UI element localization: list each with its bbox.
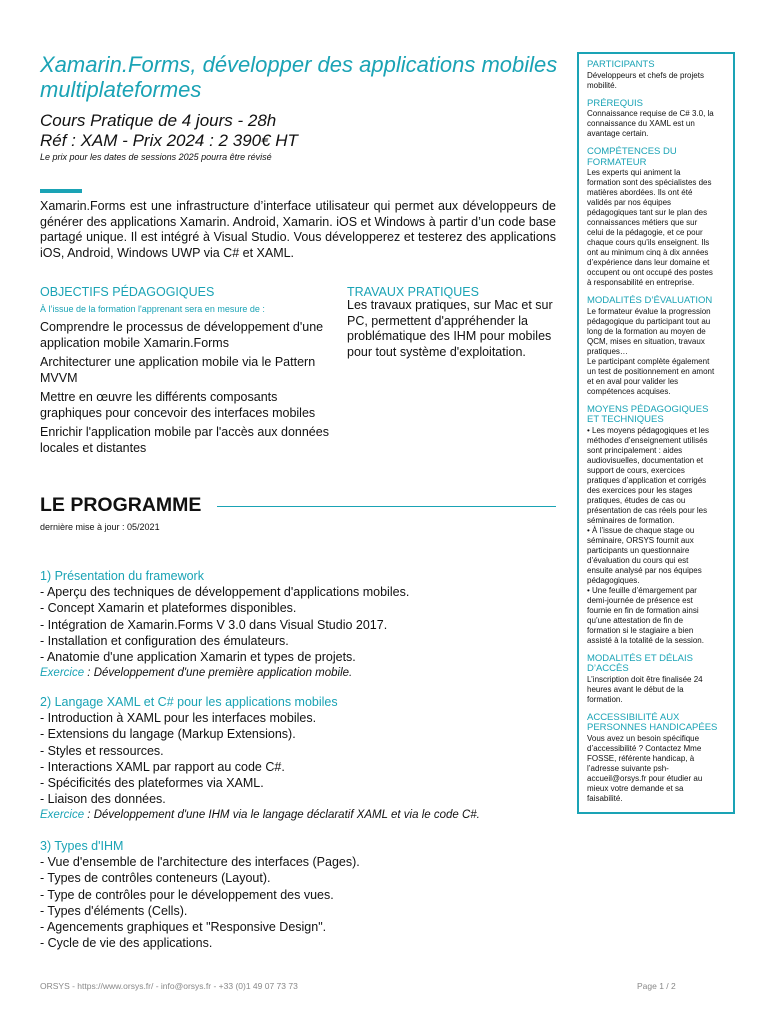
objectives-heading: OBJECTIFS PÉDAGOGIQUES [40,285,215,299]
program-module-1 [40,568,560,681]
objective-item: Comprendre le processus de développement d'une application mobile Xamarin.Forms [40,320,324,350]
objectives-list [40,320,330,460]
program-module-3 [40,838,560,951]
sidebar-heading: PRÉREQUIS [587,97,643,109]
module-exercise [40,665,560,681]
sidebar-body: • Les moyens pédagogiques et les méthodes d’enseignement utilisés sont principalement : aides audiovisuelles, documentation et support de cours, exercices pratiques d’application et corrigés des exercices pour les stages pratiques, études de cas ou présentation de cas réels pour les séminaires de formation. • À l’issue de chaque stage ou séminaire, ORSYS fournit aux participants un questionnaire d’évaluation du cours qui est ensuite analysé par nos équipes pédagogiques. • Une feuille d’émargement par demi-journée de présence est fournie en fin de formation ainsi qu’une attestation de fin de formation si le stagiaire a bien assisté à la totalité de la session. [587,425,709,645]
sidebar-heading: MOYENS PÉDAGOGIQUES ET TECHNIQUES [587,403,709,425]
course-reference-price: Réf : XAM - Prix 2024 : 2 390€ HT [40,131,298,150]
objective-item: Enrichir l'application mobile par l'accès aux données locales et distantes [40,425,329,455]
module-item: - Type de contrôles pour le développement des vues. [40,887,334,902]
sidebar-body: Le formateur évalue la progression pédagogique du participant tout au long de la formation au moyen de QCM, mises en situation, travaux pratiques… Le participant complète également un test de positionnement en amont et en aval pour valider les compétences acquises. [587,306,715,396]
sidebar-body: Vous avez un besoin spécifique d’accessibilité ? Contactez Mme FOSSE, référente handicap, à l’adresse suivante psh- accueil@orsys.fr pour étudier au mieux votre demande et sa faisabilité. [587,733,703,803]
sidebar-section-teaching-means [587,405,725,646]
program-updated-date: dernière mise à jour : 05/2021 [40,522,160,532]
objective-item: Architecturer une application mobile via le Pattern MVVM [40,355,316,385]
sidebar-heading: MODALITÉS ET DÉLAIS D’ACCÈS [587,652,693,674]
module-heading: 3) Types d'IHM [40,839,124,853]
exercise-label: Exercice [40,809,85,822]
sidebar-body: Connaissance requise de C# 3.0, la connaissance du XAML est un avantage certain. [587,109,714,138]
accent-bar [40,189,82,193]
sidebar-section-accessibility [587,713,725,804]
sidebar-section-trainer-skills [587,147,725,288]
module-item: - Vue d'ensemble de l'architecture des interfaces (Pages). [40,855,360,870]
module-item: - Liaison des données. [40,792,166,807]
sidebar-body: L’inscription doit être finalisée 24 heures avant le début de la formation. [587,674,703,704]
sidebar-section-prerequisites [587,99,725,140]
module-item: - Interactions XAML par rapport au code C#. [40,759,285,774]
module-item: - Aperçu des techniques de développement d'applications mobiles. [40,585,410,600]
sidebar-section-access [587,654,725,705]
sidebar-heading: PARTICIPANTS [587,59,655,70]
module-heading: 1) Présentation du framework [40,569,204,583]
module-heading: 2) Langage XAML et C# pour les applications mobiles [40,695,338,709]
module-item: - Anatomie d'une application Xamarin et types de projets. [40,650,356,665]
module-item: - Installation et configuration des émulateurs. [40,633,289,648]
module-item: - Extensions du langage (Markup Extensions). [40,727,296,742]
objectives-subheading: À l’issue de la formation l'apprenant sera en mesure de : [40,304,265,314]
footer-page-number: Page 1 / 2 [637,981,676,991]
objective-item: Mettre en œuvre les différents composants graphiques pour concevoir des interfaces mobiles [40,390,316,420]
exercise-label: Exercice [40,667,85,680]
program-title: LE PROGRAMME [40,494,202,516]
sidebar-section-participants [587,60,725,91]
course-intro: Xamarin.Forms est une infrastructure d’interface utilisateur qui permet aux développeurs de générer des applications Xamarin. Android, Xamarin. iOS et Windows à partir d’un code base partagé unique. Il est intégré à Visual Studio. Vous développerez et testerez des applications iOS, Android, Windows UWP via C# et XAML. [40,199,556,260]
course-duration: Cours Pratique de 4 jours - 28h [40,111,277,130]
sidebar-body: Développeurs et chefs de projets mobilité. [587,70,704,90]
module-item: - Concept Xamarin et plateformes disponibles. [40,601,297,616]
module-item: - Agencements graphiques et "Responsive Design". [40,920,327,935]
program-title-rule [217,506,556,507]
module-item: - Intégration de Xamarin.Forms V 3.0 dans Visual Studio 2017. [40,617,388,632]
sidebar-heading: COMPÉTENCES DU FORMATEUR [587,146,677,168]
exercise-text: : Développement d'une première application mobile. [84,667,353,680]
module-item: - Types de contrôles conteneurs (Layout). [40,871,271,886]
practical-heading: TRAVAUX PRATIQUES [347,285,479,299]
sidebar-body: Les experts qui animent la formation sont des spécialistes des matières abordées. Ils ont été validés par nos équipes pédagogiques tant sur le plan des connaissances métiers que sur celui de la pédagogie, et ce pour chaque cours qu’ils enseignent. Ils ont au minimum cinq à dix années d’expérience dans leur domaine et occupent ou ont occupé des postes à responsabilité en entreprise. [587,168,713,287]
price-note: Le prix pour les dates de sessions 2025 pourra être révisé [40,152,272,162]
module-item: - Spécificités des plateformes via XAML. [40,776,264,791]
sidebar-heading: ACCESSIBILITÉ AUX PERSONNES HANDICAPÉES [587,711,718,733]
program-module-2 [40,694,560,824]
sidebar-heading: MODALITÉS D’ÉVALUATION [587,295,713,306]
module-exercise [40,807,560,823]
course-title: Xamarin.Forms, développer des applications mobiles multiplateformes [40,52,558,102]
exercise-text: : Développement d'une IHM via le langage déclaratif XAML et via le code C#. [84,809,480,822]
module-item: - Styles et ressources. [40,743,164,758]
module-item: - Introduction à XAML pour les interfaces mobiles. [40,711,317,726]
module-item: - Types d'éléments (Cells). [40,903,188,918]
footer-contact: ORSYS - https://www.orsys.fr/ - info@orsys.fr - +33 (0)1 49 07 73 73 [40,981,298,991]
sidebar-section-evaluation [587,296,725,397]
info-sidebar [577,52,735,814]
practical-text: Les travaux pratiques, sur Mac et sur PC, permettent d'appréhender la problématique des IHM pour mobiles pour tout système d'exploitation. [347,298,553,359]
module-item: - Cycle de vie des applications. [40,936,213,951]
